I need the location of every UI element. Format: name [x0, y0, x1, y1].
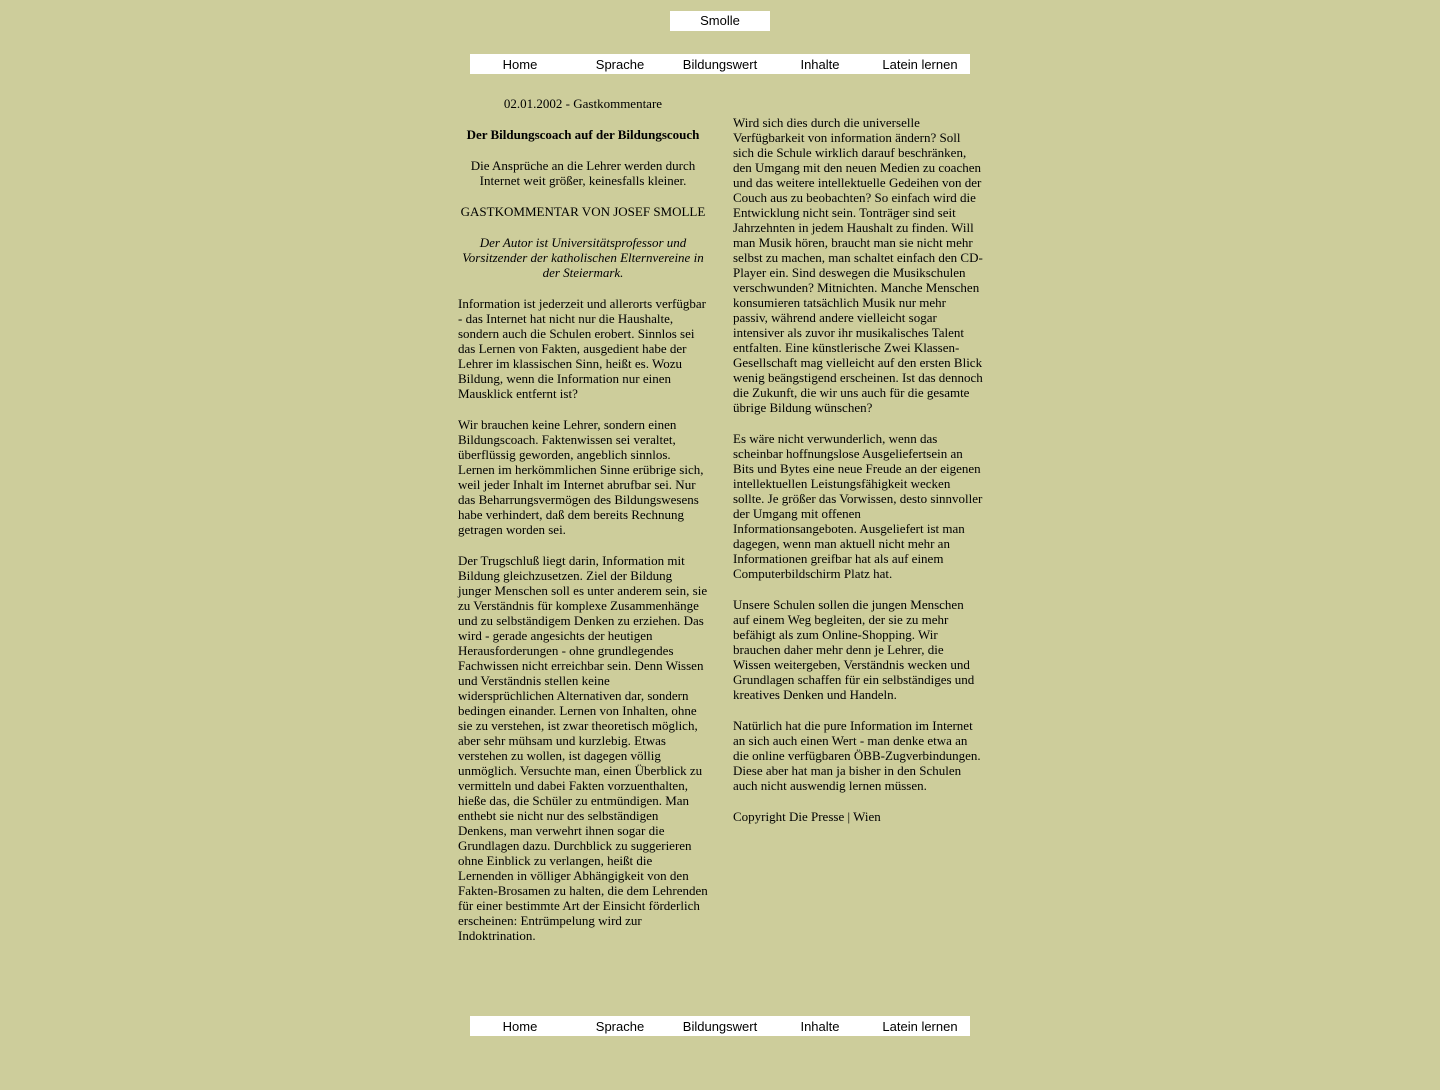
nav-link-inhalte[interactable]: Inhalte	[800, 1019, 840, 1034]
article-paragraph: Wir brauchen keine Lehrer, sondern einen Bildungscoach. Faktenwissen sei veraltet, überflüssig geworden, angeblich sinnlos. Lernen im herkömmlichen Sinne erübrige sich, weil jeder Inhalt im Internet abrufbar sei. Nur das Beharrungsvermögen des Bildungswesens habe verhindert, daß dem bereits Rechnung getragen worden sei.	[458, 417, 704, 537]
nav-link-latein-lernen[interactable]: Latein lernen	[882, 1019, 958, 1034]
nav-link-sprache[interactable]: Sprache	[595, 1019, 645, 1034]
article-byline: GASTKOMMENTAR VON JOSEF SMOLLE	[460, 204, 706, 219]
article-subtitle: Die Ansprüche an die Lehrer werden durch Internet weit größer, keinesfalls kleiner.	[470, 158, 696, 188]
nav-link-latein-lernen[interactable]: Latein lernen	[882, 57, 958, 72]
top-navigation	[470, 54, 970, 74]
nav-link-bildungswert[interactable]: Bildungswert	[682, 57, 758, 72]
article-paragraph: Wird sich dies durch die universelle Verfügbarkeit von information ändern? Soll sich die Schule wirklich darauf beschränken, den Umgang mit den neuen Medien zu coachen und das weitere intellektuelle Gedeihen von der Couch aus zu beobachten? So einfach wird die Entwicklung nicht sein. Tonträger sind seit Jahrzehnten in jedem Haushalt zu finden. Will man Musik hören, braucht man sie nicht mehr selbst zu machen, man schaltet einfach den CD-Player ein. Sind deswegen die Musikschulen verschwunden? Mitnichten. Manche Menschen konsumieren tatsächlich Musik nur mehr passiv, während andere vielleicht sogar intensiver als zuvor ihr musikalisches Talent entfalten. Eine künstlerische Zwei Klassen-Gesellschaft mag vielleicht auf den ersten Blick wenig beängstigend erscheinen. Ist das dennoch die Zukunft, die wir uns auch für die gesamte übrige Bildung wünschen?	[733, 115, 983, 415]
nav-link-bildungswert[interactable]: Bildungswert	[682, 1019, 758, 1034]
article-left-column	[458, 96, 708, 959]
article-paragraph: Unsere Schulen sollen die jungen Menschen auf einem Weg begleiten, der sie zu mehr befähigt als zum Online-Shopping. Wir brauchen daher mehr denn je Lehrer, die Wissen weitergeben, Verständnis wecken und Grundlagen schaffen für ein selbständiges und kreatives Denken und Handeln.	[733, 597, 975, 702]
site-title: Smolle	[670, 11, 770, 31]
copyright-notice: Copyright Die Presse | Wien	[733, 809, 881, 824]
article-paragraph: Der Trugschluß liegt darin, Information mit Bildung gleichzusetzen. Ziel der Bildung junger Menschen soll es unter anderem sein, sie zu Verständnis für komplexe Zusammenhänge und zu selbständigem Denken zu erziehen. Das wird - gerade angesichts der heutigen Herausforderungen - ohne grundlegendes Fachwissen nicht erreichbar sein. Denn Wissen und Verständnis stellen keine widersprüchlichen Alternativen dar, sondern bedingen einander. Lernen von Inhalten, ohne sie zu verstehen, ist zwar theoretisch möglich, aber sehr mühsam und kurzlebig. Etwas verstehen zu wollen, ist dagegen völlig unmöglich. Versuchte man, einen Überblick zu vermitteln und dabei Fakten vorzuenthalten, hieße das, die Schüler zu entmündigen. Man enthebt sie nicht nur des selbständigen Denkens, man verwehrt ihnen sogar die Grundlagen dazu. Durchblick zu suggerieren ohne Einblick zu verlangen, heißt die Lernenden in völliger Abhängigkeit von den Fakten-Brosamen zu halten, die dem Lehrenden für einer bestimmte Art der Einsicht förderlich erscheinen: Entrümpelung wird zur Indoktrination.	[458, 553, 708, 943]
nav-link-home[interactable]: Home	[502, 1019, 538, 1034]
nav-link-home[interactable]: Home	[502, 57, 538, 72]
nav-link-inhalte[interactable]: Inhalte	[800, 57, 840, 72]
article-dateline: 02.01.2002 - Gastkommentare	[503, 96, 663, 111]
article-paragraph: Natürlich hat die pure Information im Internet an sich auch einen Wert - man denke etwa an die online verfügbaren ÖBB-Zugverbindungen. Diese aber hat man ja bisher in den Schulen auch nicht auswendig lernen müssen.	[733, 718, 981, 793]
article-paragraph: Es wäre nicht verwunderlich, wenn das scheinbar hoffnungslose Ausgeliefertsein an Bits und Bytes eine neue Freude an der eigenen intellektuellen Leistungsfähigkeit wecken sollte. Je größer das Vorwissen, desto sinnvoller der Umgang mit offenen Informationsangeboten. Ausgeliefert ist man dagegen, wenn man aktuell nicht mehr an Informationen greifbar hat als auf einem Computerbildschirm Platz hat.	[733, 431, 983, 581]
nav-link-sprache[interactable]: Sprache	[595, 57, 645, 72]
article-right-column	[733, 115, 983, 840]
article-headline: Der Bildungscoach auf der Bildungscouch	[466, 127, 700, 142]
article-paragraph: Information ist jederzeit und allerorts verfügbar - das Internet hat nicht nur die Haushalte, sondern auch die Schulen erobert. Sinnlos sei das Lernen von Fakten, ausgedient habe der Lehrer im klassischen Sinn, heißt es. Wozu Bildung, wenn die Information nur einen Mausklick entfernt ist?	[458, 296, 706, 401]
bottom-navigation	[470, 1016, 970, 1036]
author-note: Der Autor ist Universitätsprofessor und Vorsitzender der katholischen Elternvereine in der Steiermark.	[462, 235, 704, 280]
